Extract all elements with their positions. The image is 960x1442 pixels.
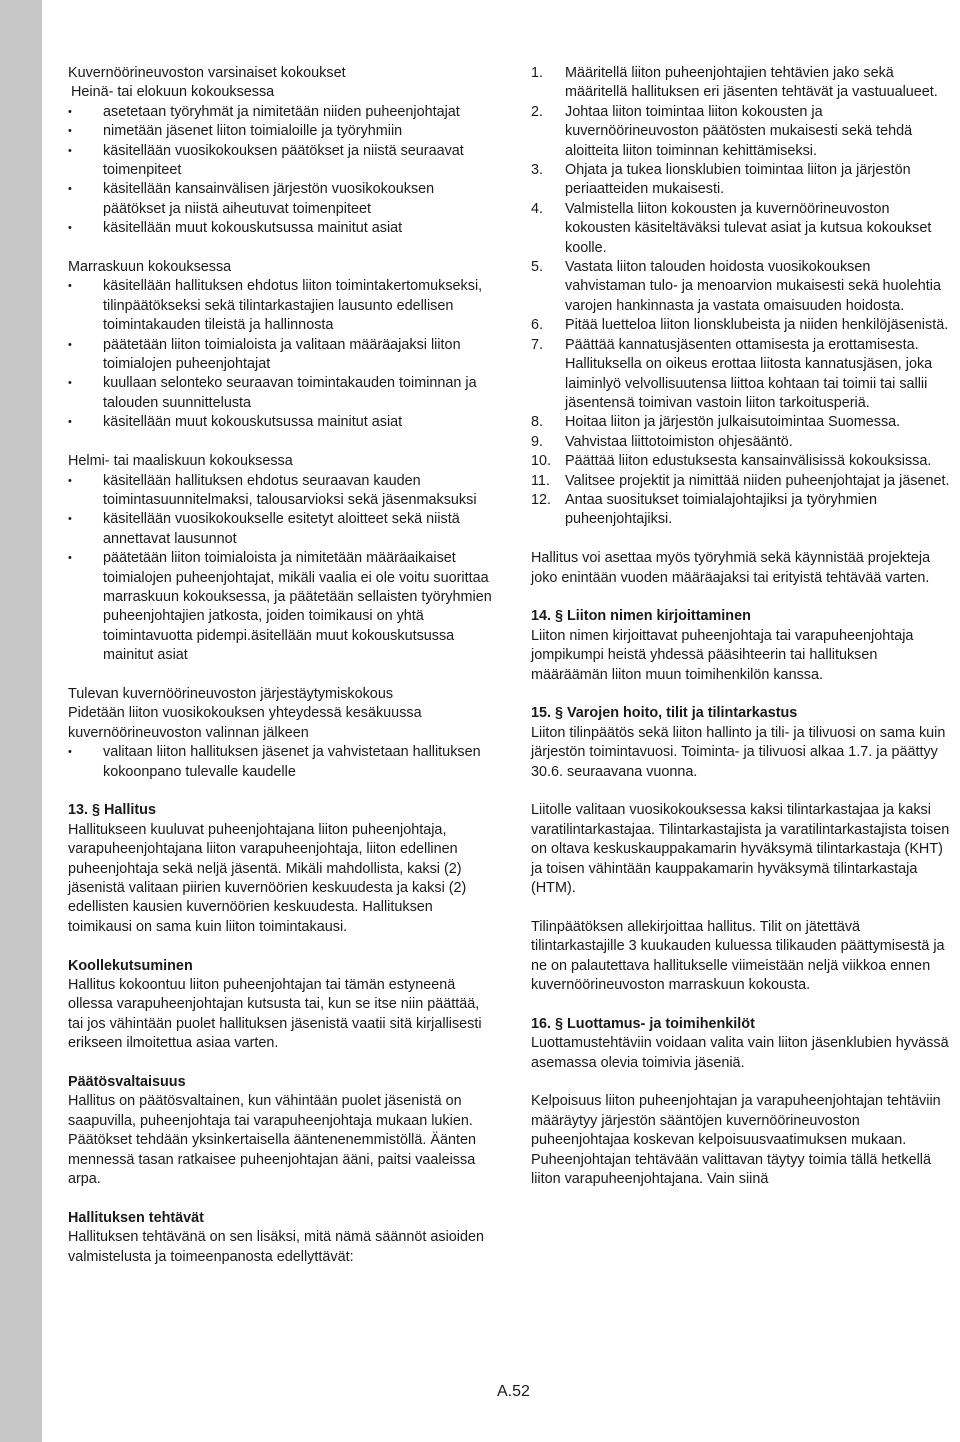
item-number: 8. [531,414,544,431]
paragraph: Luottamustehtäviin voidaan valita vain liiton jäsenklubien hyvässä asemassa olevia toimivia jäseniä. [531,1035,949,1071]
list-item: • käsitellään muut kokouskutsussa mainitut asiat [68,413,492,432]
section-heading: 13. § Hallitus [68,802,156,819]
item-text: Hoitaa liiton ja järjestön julkaisutoimintaa Suomessa. [565,414,901,431]
item-text: Määritellä liiton puheenjohtajien tehtävien jako sekä määritellä hallituksen eri jäsenten tehtävät ja vastuualueet. [565,65,938,101]
section-title: Marraskuun kokouksessa [68,259,232,276]
paragraph: Liiton nimen kirjoittavat puheenjohtaja tai varapuheenjohtaja jompikumpi heistä yhdessä pääsihteerin tai hallituksen määräämän liiton muun toimihenkilön kanssa. [531,627,914,683]
bullet-list [68,472,492,666]
item-text: Päättää liiton edustuksesta kansainvälisissä kokouksissa. [565,453,932,470]
list-item: • käsitellään vuosikokoukselle esitetyt aloitteet sekä niistä annettavat lausunnot [68,510,492,549]
item-text: Ohjata ja tukea lionsklubien toimintaa liiton ja järjestön periaatteiden mukaisesti. [565,162,911,198]
section-hallituksen-tehtavat [68,1209,492,1267]
list-item: • käsitellään kansainvälisen järjestön vuosikokouksen päätökset ja niistä aiheutuvat toimenpiteet [68,180,492,219]
section-tehtavalista [531,64,955,530]
item-number: 2. [531,103,544,120]
item-number: 11. [531,472,550,489]
page-number: A.52 [497,1383,530,1400]
section-heading: Hallituksen tehtävät [68,1209,204,1226]
section-tilinpaatos [531,918,955,996]
list-item: • päätetään liiton toimialoista ja nimitetään määräaikaiset toimialojen puheenjohtajat, mikäli vaalia ei ole voitu suorittaa marraskuun kokouksessa, ja päätetään sellaisten työryhmien puheenjohtajien jatkosta, joiden toimikausi on yhtä toimintavuotta pidempi.äsitellään muut kokouskutsussa mainitut asiat [68,549,492,665]
list-item [531,413,955,432]
section-title: Tulevan kuvernöörineuvoston järjestäytymiskokous [68,685,394,702]
list-item [531,258,955,316]
paragraph: Liitolle valitaan vuosikokouksessa kaksi tilintarkastajaa ja kaksi varatilintarkastajaa. Tilintarkastajista ja varatilintarkastajista toisen on oltava keskuskauppakamarin hyväksymä tilintarkastaja (KHT) ja toisen vähintään kauppakamarin hyväksymä tilintarkastaja (HTM). [531,802,950,896]
left-column [68,64,492,1267]
section-heading: 15. § Varojen hoito, tilit ja tilintarkastus [531,705,798,722]
item-text: Vahvistaa liittotoimiston ohjesääntö. [565,433,793,450]
list-item: • käsitellään hallituksen ehdotus seuraavan kauden toimintasuunnitelmaksi, talousarvioksi sekä jäsenmaksuksi [68,472,492,511]
item-number: 7. [531,336,544,353]
item-number: 10. [531,453,552,470]
section-tilintarkastajat [531,801,955,898]
list-item: • kuullaan selonteko seuraavan toimintakauden toiminnan ja talouden suunnittelusta [68,374,492,413]
section-paatosvaltaisuus [68,1073,492,1189]
list-item [531,433,955,452]
page-margin-strip [0,0,42,1442]
list-item [531,491,955,530]
list-item: • käsitellään vuosikokouksen päätökset ja niistä seuraavat toimenpiteet [68,142,492,181]
section-title: Kuvernöörineuvoston varsinaiset kokoukset [68,65,346,81]
item-text: Vastata liiton talouden hoidosta vuosikokouksen vahvistaman tulo- ja menoarvion mukaisesti sekä huolehtia varojen hankinnasta ja vastata omaisuuden hoidosta. [565,259,941,314]
section-kelpoisuus [531,1092,955,1189]
right-column [531,64,955,1189]
list-item [531,336,955,414]
paragraph: Hallitus voi asettaa myös työryhmiä sekä käynnistää projekteja joko enintään vuoden määräajaksi tai erityistä tehtävää varten. [531,550,931,586]
list-item: • asetetaan työryhmät ja nimitetään niiden puheenjohtajat [68,103,492,122]
section-tyoryhmat [531,549,955,588]
section-heading: Koollekutsuminen [68,957,193,974]
section-nimen-kirjoittaminen [531,607,955,685]
section-koollekutsuminen [68,957,492,1054]
bullet-list [68,103,492,239]
list-item [531,64,955,103]
paragraph: Liiton tilinpäätös sekä liiton hallinto ja tili- ja tilivuosi on sama kuin järjestön toimintavuosi. Toiminta- ja tilivuosi alkaa 1.7. ja päättyy 30.6. seuraavana vuonna. [531,724,946,780]
item-number: 5. [531,259,544,276]
list-item [531,161,955,200]
section-heading: 16. § Luottamus- ja toimihenkilöt [531,1015,755,1032]
list-item: • nimetään jäsenet liiton toimialoille ja työryhmiin [68,122,492,141]
section-subtitle: Heinä- tai elokuun kokouksessa [71,84,275,101]
item-number: 3. [531,162,544,179]
section-marraskuu [68,258,492,433]
list-item [531,472,955,491]
paragraph: Pidetään liiton vuosikokouksen yhteydessä kesäkuussa kuvernöörineuvoston valinnan jälkeen [68,705,422,741]
section-luottamushenkilot [531,1015,955,1073]
list-item [531,452,955,471]
item-text: Johtaa liiton toimintaa liiton kokousten ja kuvernöörineuvoston päätösten mukaisesti sekä tehdä aloitteita liiton toiminnan kehittämiseksi. [565,103,913,159]
item-number: 12. [531,491,552,508]
item-text: Antaa suositukset toimialajohtajiksi ja työryhmien puheenjohtajiksi. [565,491,877,528]
list-item: • käsitellään muut kokouskutsussa mainitut asiat [68,219,492,238]
item-text: Valitsee projektit ja nimittää niiden puheenjohtajat ja jäsenet. [565,472,950,489]
paragraph: Hallituksen tehtävänä on sen lisäksi, mitä nämä säännöt asioiden valmistelusta ja toimeenpanosta edellyttävät: [68,1229,484,1265]
paragraph: Hallitus kokoontuu liiton puheenjohtajan tai tämän estyneenä ollessa varapuheenjohtajan kutsusta tai, kun se itse niin päättää, tai jos vähintään puolet hallituksen jäsenistä vaatii sitä kirjallisesti erikseen ilmoitettua asiaa varten. [68,977,482,1052]
paragraph: Tilinpäätöksen allekirjoittaa hallitus. Tilit on jätettävä tilintarkastajille 3 kuukauden kuluessa tilikauden päättymisestä ja ne on palautettava hallitukselle viimeistään neljä viikkoa ennen kuvernöörineuvoston marraskuun kokousta. [531,918,945,994]
list-item [531,316,955,335]
list-item: • käsitellään hallituksen ehdotus liiton toimintakertomukseksi, tilinpäätökseksi sekä tilintarkastajien lausunto edellisen toimintakauden tileistä ja hallinnosta [68,277,492,335]
item-text: Pitää luetteloa liiton lionsklubeista ja niiden henkilöjäsenistä. [565,317,949,334]
item-number: 6. [531,317,544,334]
section-varojen-hoito [531,704,955,782]
list-item [531,103,955,161]
section-hallitus [68,801,492,937]
bullet-list [68,743,492,782]
section-helmikuu [68,452,492,665]
item-number: 9. [531,433,544,450]
list-item: • valitaan liiton hallituksen jäsenet ja vahvistetaan hallituksen kokoonpano tulevalle kaudelle [68,743,492,782]
section-heading: Päätösvaltaisuus [68,1074,186,1091]
list-item [531,200,955,258]
section-title: Helmi- tai maaliskuun kokouksessa [68,453,293,470]
section-tuleva-kokous [68,685,492,782]
list-item: • päätetään liiton toimialoista ja valitaan määräajaksi liiton toimialojen puheenjohtajat [68,336,492,375]
section-heading: 14. § Liiton nimen kirjoittaminen [531,608,751,625]
bullet-list [68,277,492,432]
paragraph: Kelpoisuus liiton puheenjohtajan ja varapuheenjohtajan tehtäviin määräytyy järjestön sääntöjen kuvernöörineuvoston puheenjohtajaa koskevan kelpoisuusvaatimuksen mukaan. Puheenjohtajan tehtävään valittavan täytyy toimia tällä hetkellä liiton varapuheenjohtajana. Vain siinä [531,1093,941,1188]
paragraph: Hallitukseen kuuluvat puheenjohtajana liiton puheenjohtaja, varapuheenjohtajana liiton varapuheenjohtaja, liiton edellinen puheenjohtaja sekä neljä jäsentä. Mikäli mahdollista, kaksi (2) jäsenistä valitaan piirien kuvernöörien keskuudesta ja kaksi (2) edellisten kausien kuvernöörien keskuudesta. Hallituksen toimikausi on sama kuin liiton toimintakausi. [68,821,467,935]
section-varsinaiset-kokoukset [68,64,492,239]
item-text: Valmistella liiton kokousten ja kuvernöörineuvoston kokousten käsiteltäväksi tulevat asiat ja kutsua kokoukset koolle. [565,200,932,256]
numbered-list [531,64,955,530]
paragraph: Hallitus on päätösvaltainen, kun vähintään puolet jäsenistä on saapuvilla, puheenjohtaja tai varapuheenjohtaja mukaan lukien. Päätökset tehdään yksinkertaisella ääntenenemmistöllä. Äänten mennessä tasan ratkaisee puheenjohtajan ääni, paitsi vaaleissa arpa. [68,1093,476,1188]
item-number: 1. [531,65,544,81]
item-number: 4. [531,200,544,217]
item-text: Päättää kannatusjäsenten ottamisesta ja erottamisesta. Hallituksella on oikeus erottaa liitosta kannatusjäsen, joka laiminlyö velvollisuutensa liittoa kohtaan tai toimii tai sallii jäsentensä toimivan vastoin liiton tarkoitusperiä. [565,336,933,411]
